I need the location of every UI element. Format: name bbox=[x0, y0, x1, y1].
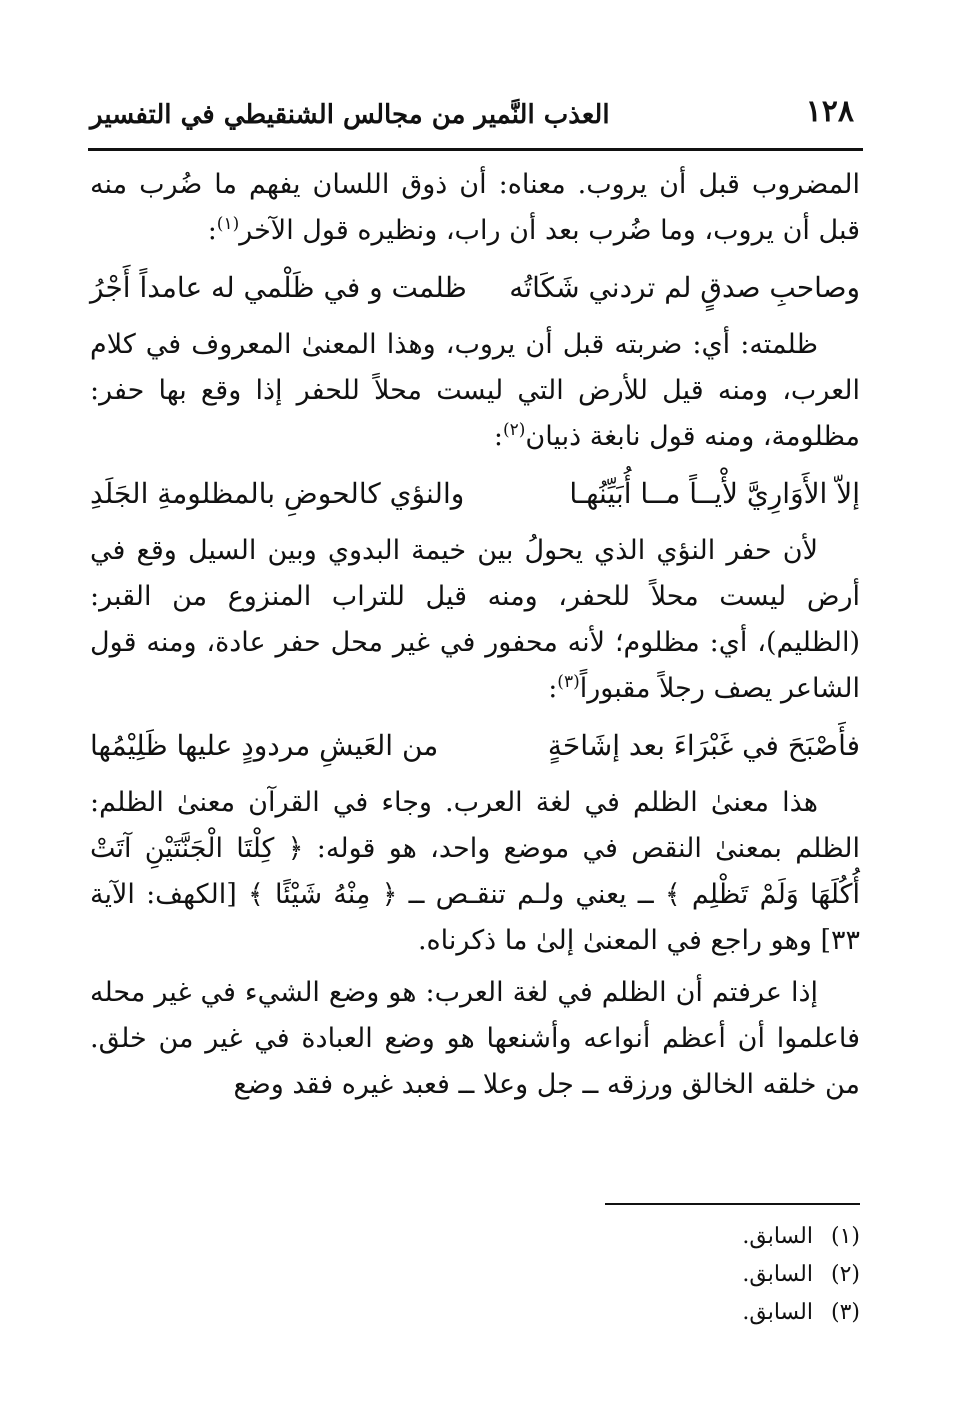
verse-2 bbox=[90, 466, 860, 522]
footnote-3-text: السابق. bbox=[742, 1300, 813, 1325]
verse-3-second-hemistich: من العَيشِ مردودٍ عليها ظَلِيْمُها bbox=[90, 729, 439, 762]
paragraph-1 bbox=[90, 162, 860, 254]
footnote-1-text: السابق. bbox=[742, 1224, 813, 1249]
paragraph-5: إذا عرفتم أن الظلم في لغة العرب: هو وضع الشيء في غير محله فاعلموا أن أعظم أنواعه وأشنعها هو وضع العبادة في غير من خلق. من خلقه الخالق ورزقه ــ جل وعلا ــ فعبد غيره فقد وضع bbox=[90, 977, 860, 1100]
paragraph-1-text: المضروب قبل أن يروب. معناه: أن ذوق اللسان يفهم ما ضُرب منه قبل أن يروب، وما ضُرب بعد أن راب، ونظيره قول الآخر bbox=[90, 169, 860, 246]
verse-2-second-hemistich: والنؤي كالحوضِ بالمظلومةِ الجَلَدِ bbox=[90, 477, 465, 510]
paragraph-3-tail: : bbox=[548, 673, 558, 704]
footnote-ref-2[interactable]: (٢) bbox=[503, 420, 526, 440]
paragraph-3-text: لأن حفر النؤي الذي يحولُ بين خيمة البدوي وبين السيل وقع في أرض ليست محلاً للحفر، ومنه قيل للتراب المنزوع من القبر: (الظليم)، أي: مظلوم؛ لأنه محفور في غير محل حفر عادة، ومنه قول الشاعر يصف رجلاً مقبوراً bbox=[90, 535, 860, 704]
paragraph-2 bbox=[90, 322, 860, 460]
paragraph-3 bbox=[90, 528, 860, 712]
verse-1-second-hemistich: ظلمت و في ظَلْمي له عامداً أَجْرُ bbox=[90, 271, 467, 304]
footnotes bbox=[460, 1218, 860, 1332]
paragraph-4: هذا معنىٰ الظلم في لغة العرب. وجاء في القرآن معنىٰ الظلم: الظلم بمعنىٰ النقص في موضع واحد، هو قوله: ﴿ كِلْتَا الْجَنَّتَيْنِ آتَتْ أُكُلَهَا وَلَمْ تَظْلِم ﴾ ــ يعني ولـم تنقـص ــ ﴿ مِنْهُ شَيْئًا ﴾ [الكهف: الآية ٣٣] وهو راجع في المعنىٰ إلىٰ ما ذكرناه. bbox=[90, 787, 860, 956]
footnote-2-number: (٢) bbox=[830, 1262, 860, 1287]
header-rule bbox=[88, 148, 863, 151]
footnote-2 bbox=[460, 1256, 860, 1294]
footnote-1-number: (١) bbox=[830, 1224, 860, 1249]
footnote-3-number: (٣) bbox=[830, 1300, 860, 1325]
footnote-ref-1[interactable]: (١) bbox=[216, 214, 240, 234]
footnote-1 bbox=[460, 1218, 860, 1256]
verse-3 bbox=[90, 718, 860, 774]
paragraph-2-text: ظلمته: أي: ضربته قبل أن يروب، وهذا المعنىٰ المعروف في كلام العرب، ومنه قيل للأرض التي ليست محلاً للحفر إذا وقع بها حفر: مظلومة، ومنه قول نابغة ذبيان bbox=[90, 329, 860, 452]
verse-2-first-hemistich: إلاّ الأَوَارِيَّ لأْيــاً مــا أُبَيِّنُهـا bbox=[569, 477, 860, 510]
page-body bbox=[90, 162, 860, 1114]
footnote-2-text: السابق. bbox=[742, 1262, 813, 1287]
page-header bbox=[90, 92, 860, 142]
verse-1-first-hemistich: وصاحبِ صدقٍ لم تردني شَكَاتُه bbox=[509, 271, 860, 304]
footnote-3 bbox=[460, 1294, 860, 1332]
footnote-ref-3[interactable]: (٣) bbox=[557, 672, 580, 692]
paragraph-2-tail: : bbox=[493, 421, 503, 452]
verse-3-first-hemistich: فأَصْبَحَ في غَبْرَاءَ بعد إشَاحَةٍ bbox=[547, 729, 860, 762]
paragraph-1-tail: : bbox=[207, 215, 217, 246]
page-number: ١٢٨ bbox=[805, 94, 854, 129]
verse-1 bbox=[90, 260, 860, 316]
running-title: العذب النَّمير من مجالس الشنقيطي في التفسير bbox=[90, 100, 610, 130]
footnote-rule bbox=[605, 1203, 860, 1205]
